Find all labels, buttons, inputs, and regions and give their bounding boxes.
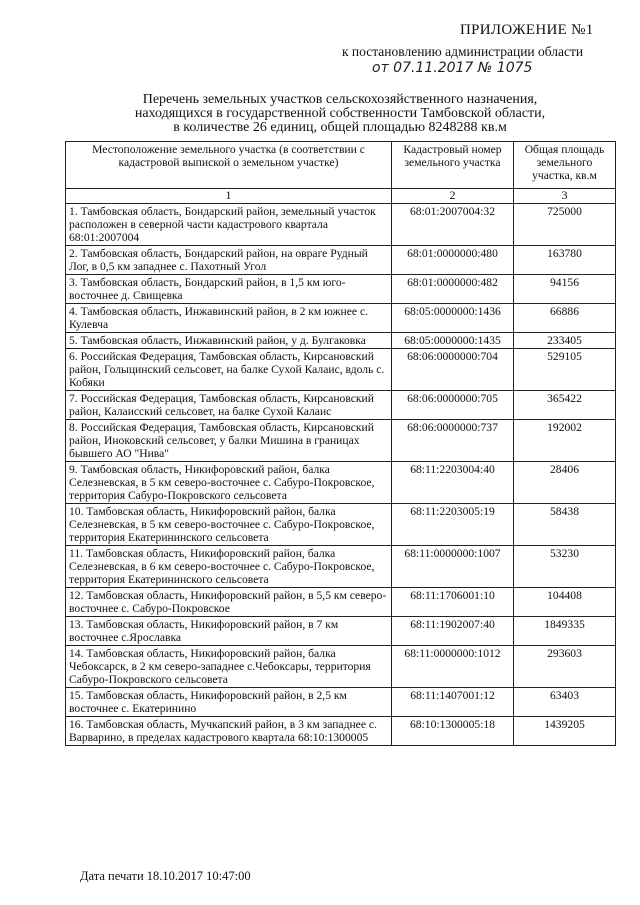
cadastral-number: 68:11:1706001:10 [392,588,514,617]
plot-location: 6. Российская Федерация, Тамбовская область, Кирсановский район, Голыцинский сельсовет, на балке Сухой Калаис, вдоль с. Кобяки [66,349,392,391]
plot-location: 15. Тамбовская область, Никифоровский район, в 2,5 км восточнее с. Екатеринино [66,688,392,717]
column-number: 3 [514,189,616,204]
table-row [66,546,616,588]
cadastral-number: 68:01:2007004:32 [392,204,514,246]
plot-location: 7. Российская Федерация, Тамбовская область, Кирсановский район, Калаисский сельсовет, на балке Сухой Калаис [66,391,392,420]
plot-area: 1439205 [514,717,616,746]
plot-location: 14. Тамбовская область, Никифоровский район, балка Чебоксарск, в 2 км северо-западнее с.Чебоксары, территория Сабуро-Покровского сельсовета [66,646,392,688]
plot-location: 9. Тамбовская область, Никифоровский район, балка Селезневская, в 5 км северо-восточнее с. Сабуро-Покровское, территория Сабуро-Покровского сельсовета [66,462,392,504]
table-row [66,504,616,546]
plot-area: 192002 [514,420,616,462]
cadastral-number: 68:11:1407001:12 [392,688,514,717]
cadastral-number: 68:06:0000000:705 [392,391,514,420]
table-row [66,717,616,746]
column-number: 2 [392,189,514,204]
handwritten-date-signature: от 07.11.2017 № 1075 [372,60,533,76]
plot-location: 4. Тамбовская область, Инжавинский район, в 2 км южнее с. Кулевча [66,304,392,333]
cadastral-number: 68:01:0000000:482 [392,275,514,304]
table-row [66,391,616,420]
table-row [66,462,616,504]
heading-line-2: находящихся в государственной собственности Тамбовской области, [134,106,546,121]
plot-area: 104408 [514,588,616,617]
table-row [66,646,616,688]
header-area: Общая площадь земельного участка, кв.м [514,142,616,189]
cadastral-number: 68:05:0000000:1435 [392,333,514,349]
plot-area: 58438 [514,504,616,546]
cadastral-number: 68:11:0000000:1007 [392,546,514,588]
plot-area: 94156 [514,275,616,304]
table-row [66,275,616,304]
plot-area: 53230 [514,546,616,588]
plot-area: 293603 [514,646,616,688]
plot-location: 10. Тамбовская область, Никифоровский район, балка Селезневская, в 5 км северо-восточнее с. Сабуро-Покровское, территория Екатерининского сельсовета [66,504,392,546]
table-row [66,349,616,391]
plot-location: 8. Российская Федерация, Тамбовская область, Кирсановский район, Иноковский сельсовет, у балки Мишина в границах бывшего АО "Нива" [66,420,392,462]
plot-location: 1. Тамбовская область, Бондарский район, земельный участок расположен в северной части кадастрового квартала 68:01:2007004 [66,204,392,246]
cadastral-number: 68:10:1300005:18 [392,717,514,746]
plot-area: 28406 [514,462,616,504]
table-row [66,246,616,275]
plot-area: 233405 [514,333,616,349]
cadastral-number: 68:05:0000000:1436 [392,304,514,333]
header-location: Местоположение земельного участка (в соответствии с кадастровой выпиской о земельном участке) [66,142,392,189]
table-row [66,617,616,646]
column-number-row [66,189,616,204]
table-row [66,304,616,333]
appendix-title: ПРИЛОЖЕНИЕ №1 [460,22,594,38]
heading-line-1: Перечень земельных участков сельскохозяйственного назначения, [142,92,538,107]
plot-location: 16. Тамбовская область, Мучкапский район, в 3 км западнее с. Варварино, в пределах кадастрового квартала 68:10:1300005 [66,717,392,746]
print-date: Дата печати 18.10.2017 10:47:00 [80,869,251,883]
plot-location: 5. Тамбовская область, Инжавинский район, у д. Булгаковка [66,333,392,349]
appendix-subtitle: к постановлению администрации области [342,44,584,59]
plot-location: 2. Тамбовская область, Бондарский район, на овраге Рудный Лог, в 0,5 км западнее с. Пахотный Угол [66,246,392,275]
cadastral-number: 68:11:2203005:19 [392,504,514,546]
cadastral-number: 68:06:0000000:704 [392,349,514,391]
table-row [66,688,616,717]
table-row [66,333,616,349]
plot-location: 3. Тамбовская область, Бондарский район, в 1,5 км юго-восточнее д. Свищевка [66,275,392,304]
plot-area: 66886 [514,304,616,333]
column-number: 1 [66,189,392,204]
cadastral-number: 68:11:0000000:1012 [392,646,514,688]
header-cadastral: Кадастровый номер земельного участка [392,142,514,189]
plot-area: 1849335 [514,617,616,646]
table-header-row [66,142,616,189]
plot-area: 529105 [514,349,616,391]
plot-location: 12. Тамбовская область, Никифоровский район, в 5,5 км северо-восточнее с. Сабуро-Покровское [66,588,392,617]
cadastral-number: 68:11:2203004:40 [392,462,514,504]
plot-area: 163780 [514,246,616,275]
cadastral-number: 68:06:0000000:737 [392,420,514,462]
plot-area: 725000 [514,204,616,246]
table-row [66,420,616,462]
table-row [66,204,616,246]
plot-area: 365422 [514,391,616,420]
heading-line-3: в количестве 26 единиц, общей площадью 8248288 кв.м [173,120,507,135]
plot-location: 13. Тамбовская область, Никифоровский район, в 7 км восточнее с.Ярославка [66,617,392,646]
cadastral-number: 68:11:1902007:40 [392,617,514,646]
plot-area: 63403 [514,688,616,717]
cadastral-number: 68:01:0000000:480 [392,246,514,275]
table-row [66,588,616,617]
land-plots-table [65,141,616,746]
plot-location: 11. Тамбовская область, Никифоровский район, балка Селезневская, в 6 км северо-восточнее с. Сабуро-Покровское, территория Екатерининского сельсовета [66,546,392,588]
document-heading [60,93,620,135]
